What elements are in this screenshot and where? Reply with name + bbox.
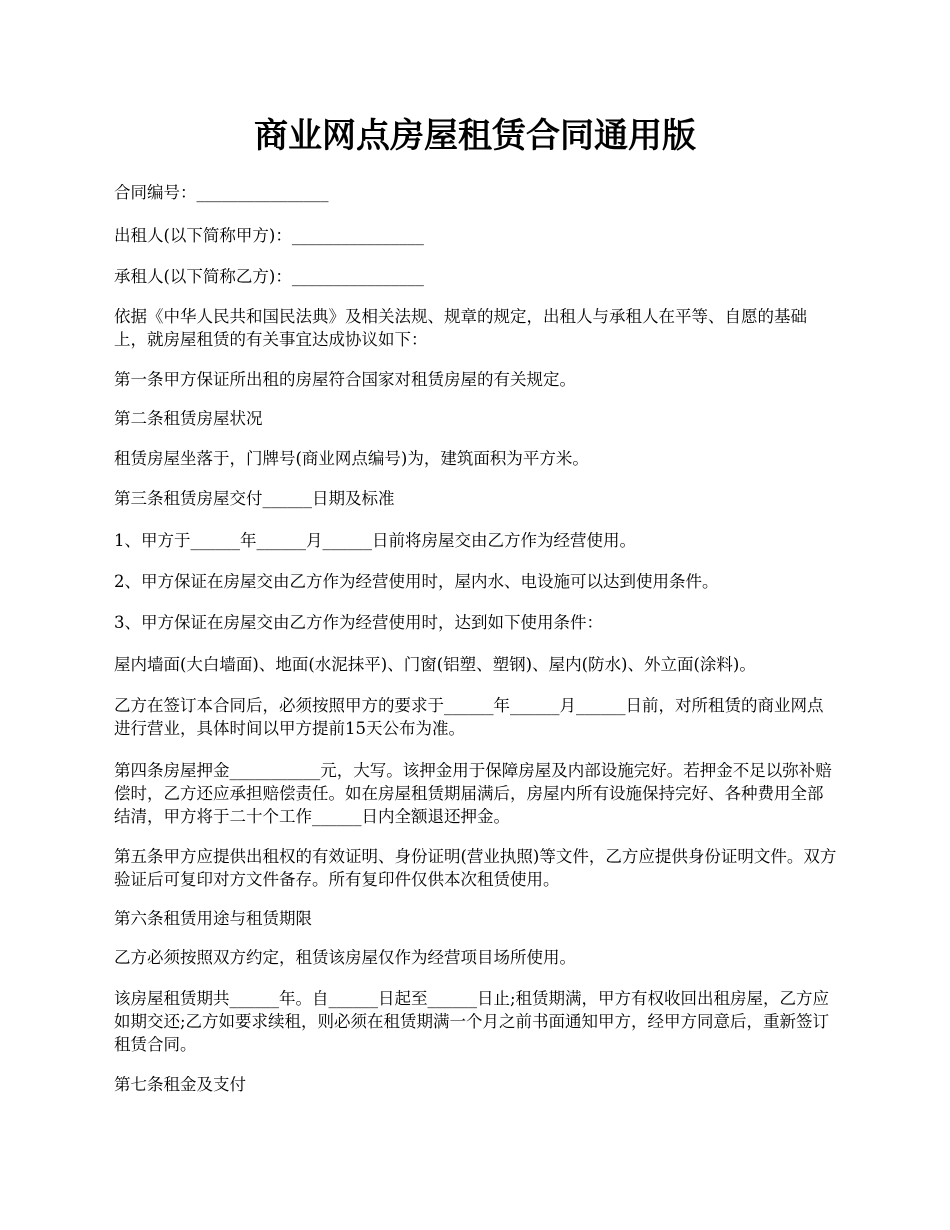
article-7-heading: 第七条租金及支付 bbox=[114, 1075, 246, 1094]
article-5-paragraph: 第五条甲方应提供出租权的有效证明、身份证明(营业执照)等文件，乙方应提供身份证明文件。双方验证后可复印对方文件备存。所有复印件仅供本次租赁使用。 bbox=[114, 847, 837, 889]
article-2-heading: 第二条租赁房屋状况 bbox=[114, 409, 263, 428]
article-3-item-1: 1、甲方于______年______月______日前将房屋交由乙方作为经营使用。 bbox=[114, 531, 636, 550]
usage-conditions-paragraph: 屋内墙面(大白墙面)、地面(水泥抹平)、门窗(铝塑、塑钢)、屋内(防水)、外立面(涂料)。 bbox=[114, 655, 756, 674]
article-3-item-2: 2、甲方保证在房屋交由乙方作为经营使用时，屋内水、电设施可以达到使用条件。 bbox=[114, 572, 719, 591]
preamble-paragraph: 依据《中华人民共和国民法典》及相关法规、规章的规定，出租人与承租人在平等、自愿的基础上，就房屋租赁的有关事宜达成协议如下： bbox=[114, 307, 807, 349]
opening-requirement-paragraph: 乙方在签订本合同后，必须按照甲方的要求于______年______月______日前，对所租赁的商业网点进行营业，具体时间以甲方提前15天公布为准。 bbox=[114, 696, 824, 738]
lease-term-paragraph: 该房屋租赁期共______年。自______日起至______日止;租赁期满，甲方有权收回出租房屋，乙方应如期交还;乙方如要求续租，则必须在租赁期满一个月之前书面通知甲方，经甲方同意后，重新签订租赁合同。 bbox=[114, 989, 830, 1054]
article-1-paragraph: 第一条甲方保证所出租的房屋符合国家对租赁房屋的有关规定。 bbox=[114, 370, 576, 389]
article-3-heading: 第三条租赁房屋交付______日期及标准 bbox=[114, 489, 395, 508]
article-6-usage-paragraph: 乙方必须按照双方约定，租赁该房屋仅作为经营项目场所使用。 bbox=[114, 948, 576, 967]
article-6-heading: 第六条租赁用途与租赁期限 bbox=[114, 909, 312, 928]
article-2-paragraph: 租赁房屋坐落于，门牌号(商业网点编号)为，建筑面积为平方米。 bbox=[114, 449, 589, 468]
article-3-item-3: 3、甲方保证在房屋交由乙方作为经营使用时，达到如下使用条件： bbox=[114, 613, 603, 632]
contract-number-line: 合同编号：________________ bbox=[114, 183, 329, 202]
lessee-line: 承租人(以下简称乙方)：________________ bbox=[114, 267, 424, 286]
document-title: 商业网点房屋租赁合同通用版 bbox=[254, 116, 696, 156]
lessor-line: 出租人(以下简称甲方)：________________ bbox=[114, 226, 424, 245]
article-4-paragraph: 第四条房屋押金___________元，大写。该押金用于保障房屋及内部设施完好。若押金不足以弥补赔偿时，乙方还应承担赔偿责任。如在房屋租赁期届满后，房屋内所有设施保持完好、各种费用全部结清，甲方将于二十个工作______日内全额退还押金。 bbox=[114, 761, 832, 826]
